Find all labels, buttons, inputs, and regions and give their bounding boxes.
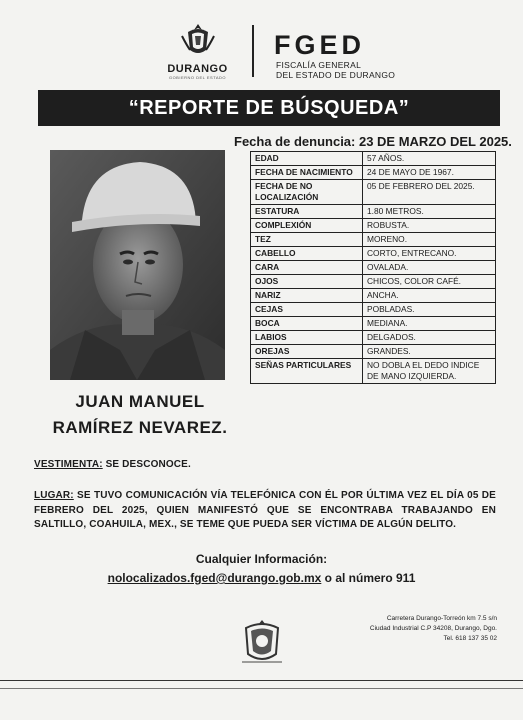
detail-label: CABELLO xyxy=(251,247,363,261)
contact-heading: Cualquier Información: xyxy=(195,552,328,566)
detail-value: DELGADOS. xyxy=(363,331,496,345)
crest-icon xyxy=(178,22,218,58)
missing-person-photo xyxy=(50,150,225,380)
detail-row xyxy=(251,275,496,289)
detail-row xyxy=(251,317,496,331)
location-section xyxy=(34,489,496,533)
detail-row xyxy=(251,247,496,261)
detail-label: SEÑAS PARTICULARES xyxy=(251,359,363,384)
detail-value: CHICOS, COLOR CAFÉ. xyxy=(363,275,496,289)
durango-name: DURANGO xyxy=(167,63,228,75)
detail-label: BOCA xyxy=(251,317,363,331)
detail-row xyxy=(251,261,496,275)
person-photo-image xyxy=(50,150,225,380)
agency-full-name xyxy=(276,60,395,80)
detail-value: CORTO, ENTRECANO. xyxy=(363,247,496,261)
clothing-text: SE DESCONOCE. xyxy=(102,459,191,470)
detail-value: 1.80 METROS. xyxy=(363,205,496,219)
detail-value: ROBUSTA. xyxy=(363,219,496,233)
person-first-name: JUAN MANUEL xyxy=(75,392,205,411)
detail-row xyxy=(251,205,496,219)
detail-value: ANCHA. xyxy=(363,289,496,303)
detail-row xyxy=(251,233,496,247)
detail-value: 57 AÑOS. xyxy=(363,152,496,166)
detail-label: ESTATURA xyxy=(251,205,363,219)
detail-row xyxy=(251,180,496,205)
address-line-1: Carretera Durango-Torreón km 7.5 s/n xyxy=(386,615,497,622)
detail-value: MORENO. xyxy=(363,233,496,247)
state-seal-icon xyxy=(240,618,284,666)
detail-row xyxy=(251,345,496,359)
clothing-section xyxy=(34,458,496,473)
header-divider xyxy=(252,25,254,77)
clothing-label: VESTIMENTA: xyxy=(34,459,103,470)
agency-line-2: DEL ESTADO DE DURANGO xyxy=(276,70,396,80)
detail-label: OJOS xyxy=(251,275,363,289)
detail-row xyxy=(251,166,496,180)
detail-label: EDAD xyxy=(251,152,363,166)
address-line-2: Ciudad Industrial C.P 34208, Durango, Dgo. xyxy=(369,625,497,632)
person-last-name: RAMÍREZ NEVAREZ. xyxy=(52,418,228,437)
detail-label: TEZ xyxy=(251,233,363,247)
detail-row xyxy=(251,152,496,166)
address-phone: Tel. 618 137 35 02 xyxy=(443,635,497,642)
detail-value: 05 DE FEBRERO DEL 2025. xyxy=(363,180,496,205)
detail-label: LABIOS xyxy=(251,331,363,345)
detail-label: COMPLEXIÓN xyxy=(251,219,363,233)
detail-value: MEDIANA. xyxy=(363,317,496,331)
detail-label: NARIZ xyxy=(251,289,363,303)
contact-phone-text: o al número 911 xyxy=(321,571,416,585)
contact-line xyxy=(0,571,523,585)
detail-value: OVALADA. xyxy=(363,261,496,275)
address-block xyxy=(370,614,497,644)
person-details-table xyxy=(250,151,496,384)
detail-label: OREJAS xyxy=(251,345,363,359)
detail-value: 24 DE MAYO DE 1967. xyxy=(363,166,496,180)
footer-rule xyxy=(0,680,523,681)
detail-row xyxy=(251,303,496,317)
detail-label: CEJAS xyxy=(251,303,363,317)
durango-tagline: GOBIERNO DEL ESTADO xyxy=(168,75,227,80)
contact-email-link[interactable]: nolocalizados.fged@durango.gob.mx xyxy=(107,571,322,585)
detail-label: CARA xyxy=(251,261,363,275)
location-text: SE TUVO COMUNICACIÓN VÍA TELEFÓNICA CON ÉL POR ÚLTIMA VEZ EL DÍA 05 DE FEBRERO DEL 2025, QUIEN MANIFESTÓ QUE SE ENCONTRABA TRABAJANDO EN SALTILLO, COAHUILA, MEX., SE TEME QUE PUEDA SER VÍCTIMA DE ALGÚN DELITO. xyxy=(34,490,496,530)
detail-value: GRANDES. xyxy=(363,345,496,359)
durango-logo xyxy=(150,22,245,80)
detail-value: POBLADAS. xyxy=(363,303,496,317)
report-title: “REPORTE DE BÚSQUEDA” xyxy=(38,90,500,126)
location-label: LUGAR: xyxy=(34,490,74,501)
detail-label: FECHA DE NACIMIENTO xyxy=(251,166,363,180)
detail-row xyxy=(251,219,496,233)
detail-value: NO DOBLA EL DEDO INDICE DE MANO IZQUIERDA. xyxy=(363,359,496,384)
detail-label: FECHA DE NO LOCALIZACIÓN xyxy=(251,180,363,205)
agency-line-1: FISCALÍA GENERAL xyxy=(276,60,362,70)
detail-row xyxy=(251,331,496,345)
agency-short-name: FGED xyxy=(274,30,366,60)
footer-rule-secondary xyxy=(0,688,523,689)
report-date: Fecha de denuncia: 23 DE MARZO DEL 2025. xyxy=(234,134,512,149)
detail-row xyxy=(251,289,496,303)
detail-row xyxy=(251,359,496,384)
